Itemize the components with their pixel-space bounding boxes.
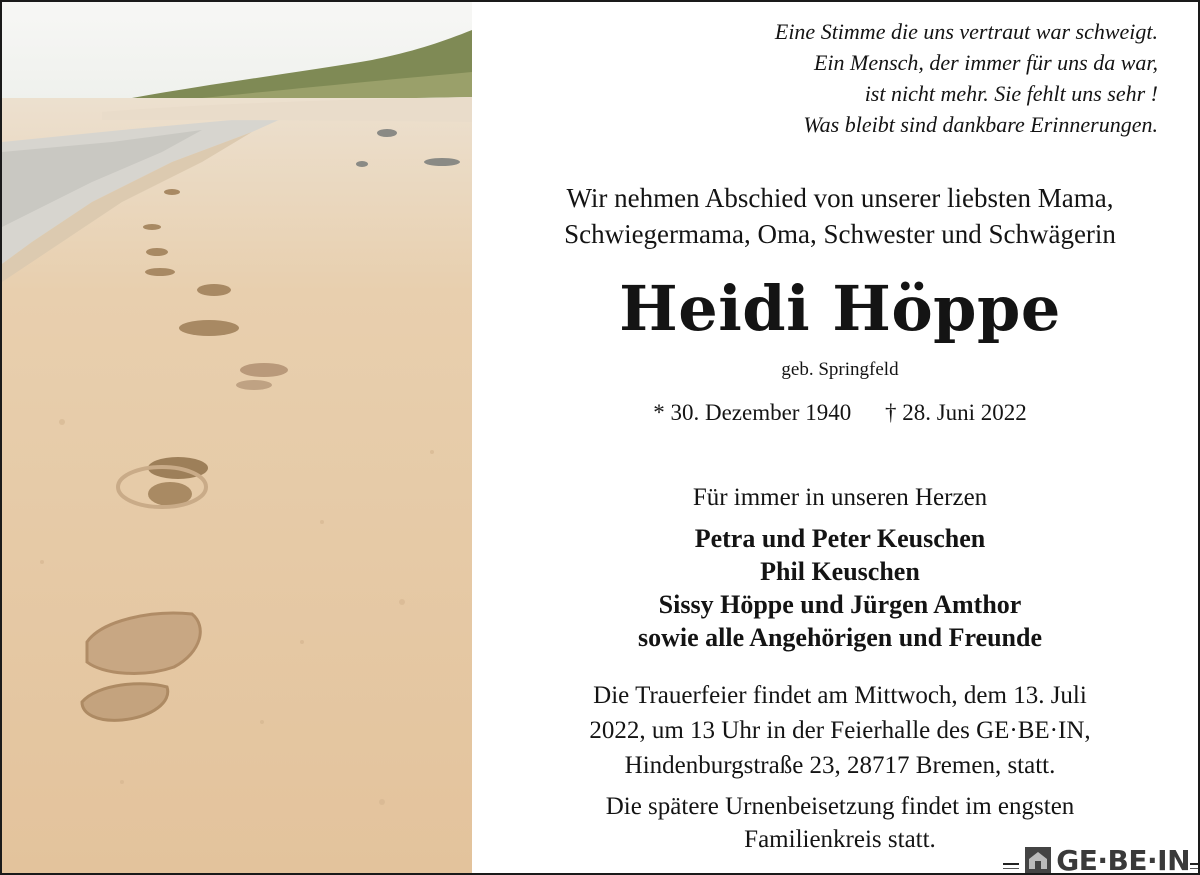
- death-date: † 28. Juni 2022: [884, 400, 1027, 425]
- beach-footprints-image: [2, 2, 472, 873]
- funeral-home-logo: [1019, 843, 1190, 875]
- mourners-list: [482, 522, 1198, 654]
- maiden-name: geb. Springfeld: [781, 359, 899, 380]
- building-icon: [1025, 847, 1051, 873]
- urn-line: Die spätere Urnenbeisetzung findet im engsten: [605, 793, 1075, 820]
- urn-line: Familienkreis statt.: [744, 826, 936, 853]
- memorial-poem: [775, 16, 1158, 140]
- mourner-line: Petra und Peter Keuschen: [694, 524, 986, 553]
- logo-text: GE·BE·IN: [1056, 843, 1190, 875]
- funeral-service-info: [482, 678, 1198, 783]
- ceremony-line: Die Trauerfeier findet am Mittwoch, dem 13. Juli: [593, 682, 1087, 709]
- poem-line: ist nicht mehr. Sie fehlt uns sehr !: [864, 81, 1158, 106]
- birth-date: * 30. Dezember 1940: [653, 400, 852, 425]
- beach-footprints-photo: [2, 2, 472, 873]
- life-dates: [482, 398, 1198, 428]
- poem-line: Ein Mensch, der immer für uns da war,: [813, 50, 1158, 75]
- farewell-text: [482, 180, 1198, 252]
- mourner-line: Sissy Höppe und Jürgen Amthor: [658, 590, 1022, 619]
- deceased-name: Heidi Höppe: [619, 272, 1061, 345]
- mourner-line: sowie alle Angehörigen und Freunde: [637, 623, 1042, 652]
- poem-line: Was bleibt sind dankbare Erinnerungen.: [803, 112, 1158, 137]
- farewell-line: Wir nehmen Abschied von unserer liebsten Mama,: [566, 183, 1114, 213]
- farewell-line: Schwiegermama, Oma, Schwester und Schwägerin: [564, 219, 1116, 249]
- ceremony-line: 2022, um 13 Uhr in der Feierhalle des GE·BE·IN,: [589, 717, 1091, 744]
- ceremony-line: Hindenburgstraße 23, 28717 Bremen, statt.: [624, 752, 1056, 779]
- text-column: [482, 2, 1198, 873]
- mourner-line: Phil Keuschen: [760, 557, 920, 586]
- memorial-motto: Für immer in unseren Herzen: [692, 484, 988, 511]
- poem-line: Eine Stimme die uns vertraut war schweigt.: [774, 19, 1158, 44]
